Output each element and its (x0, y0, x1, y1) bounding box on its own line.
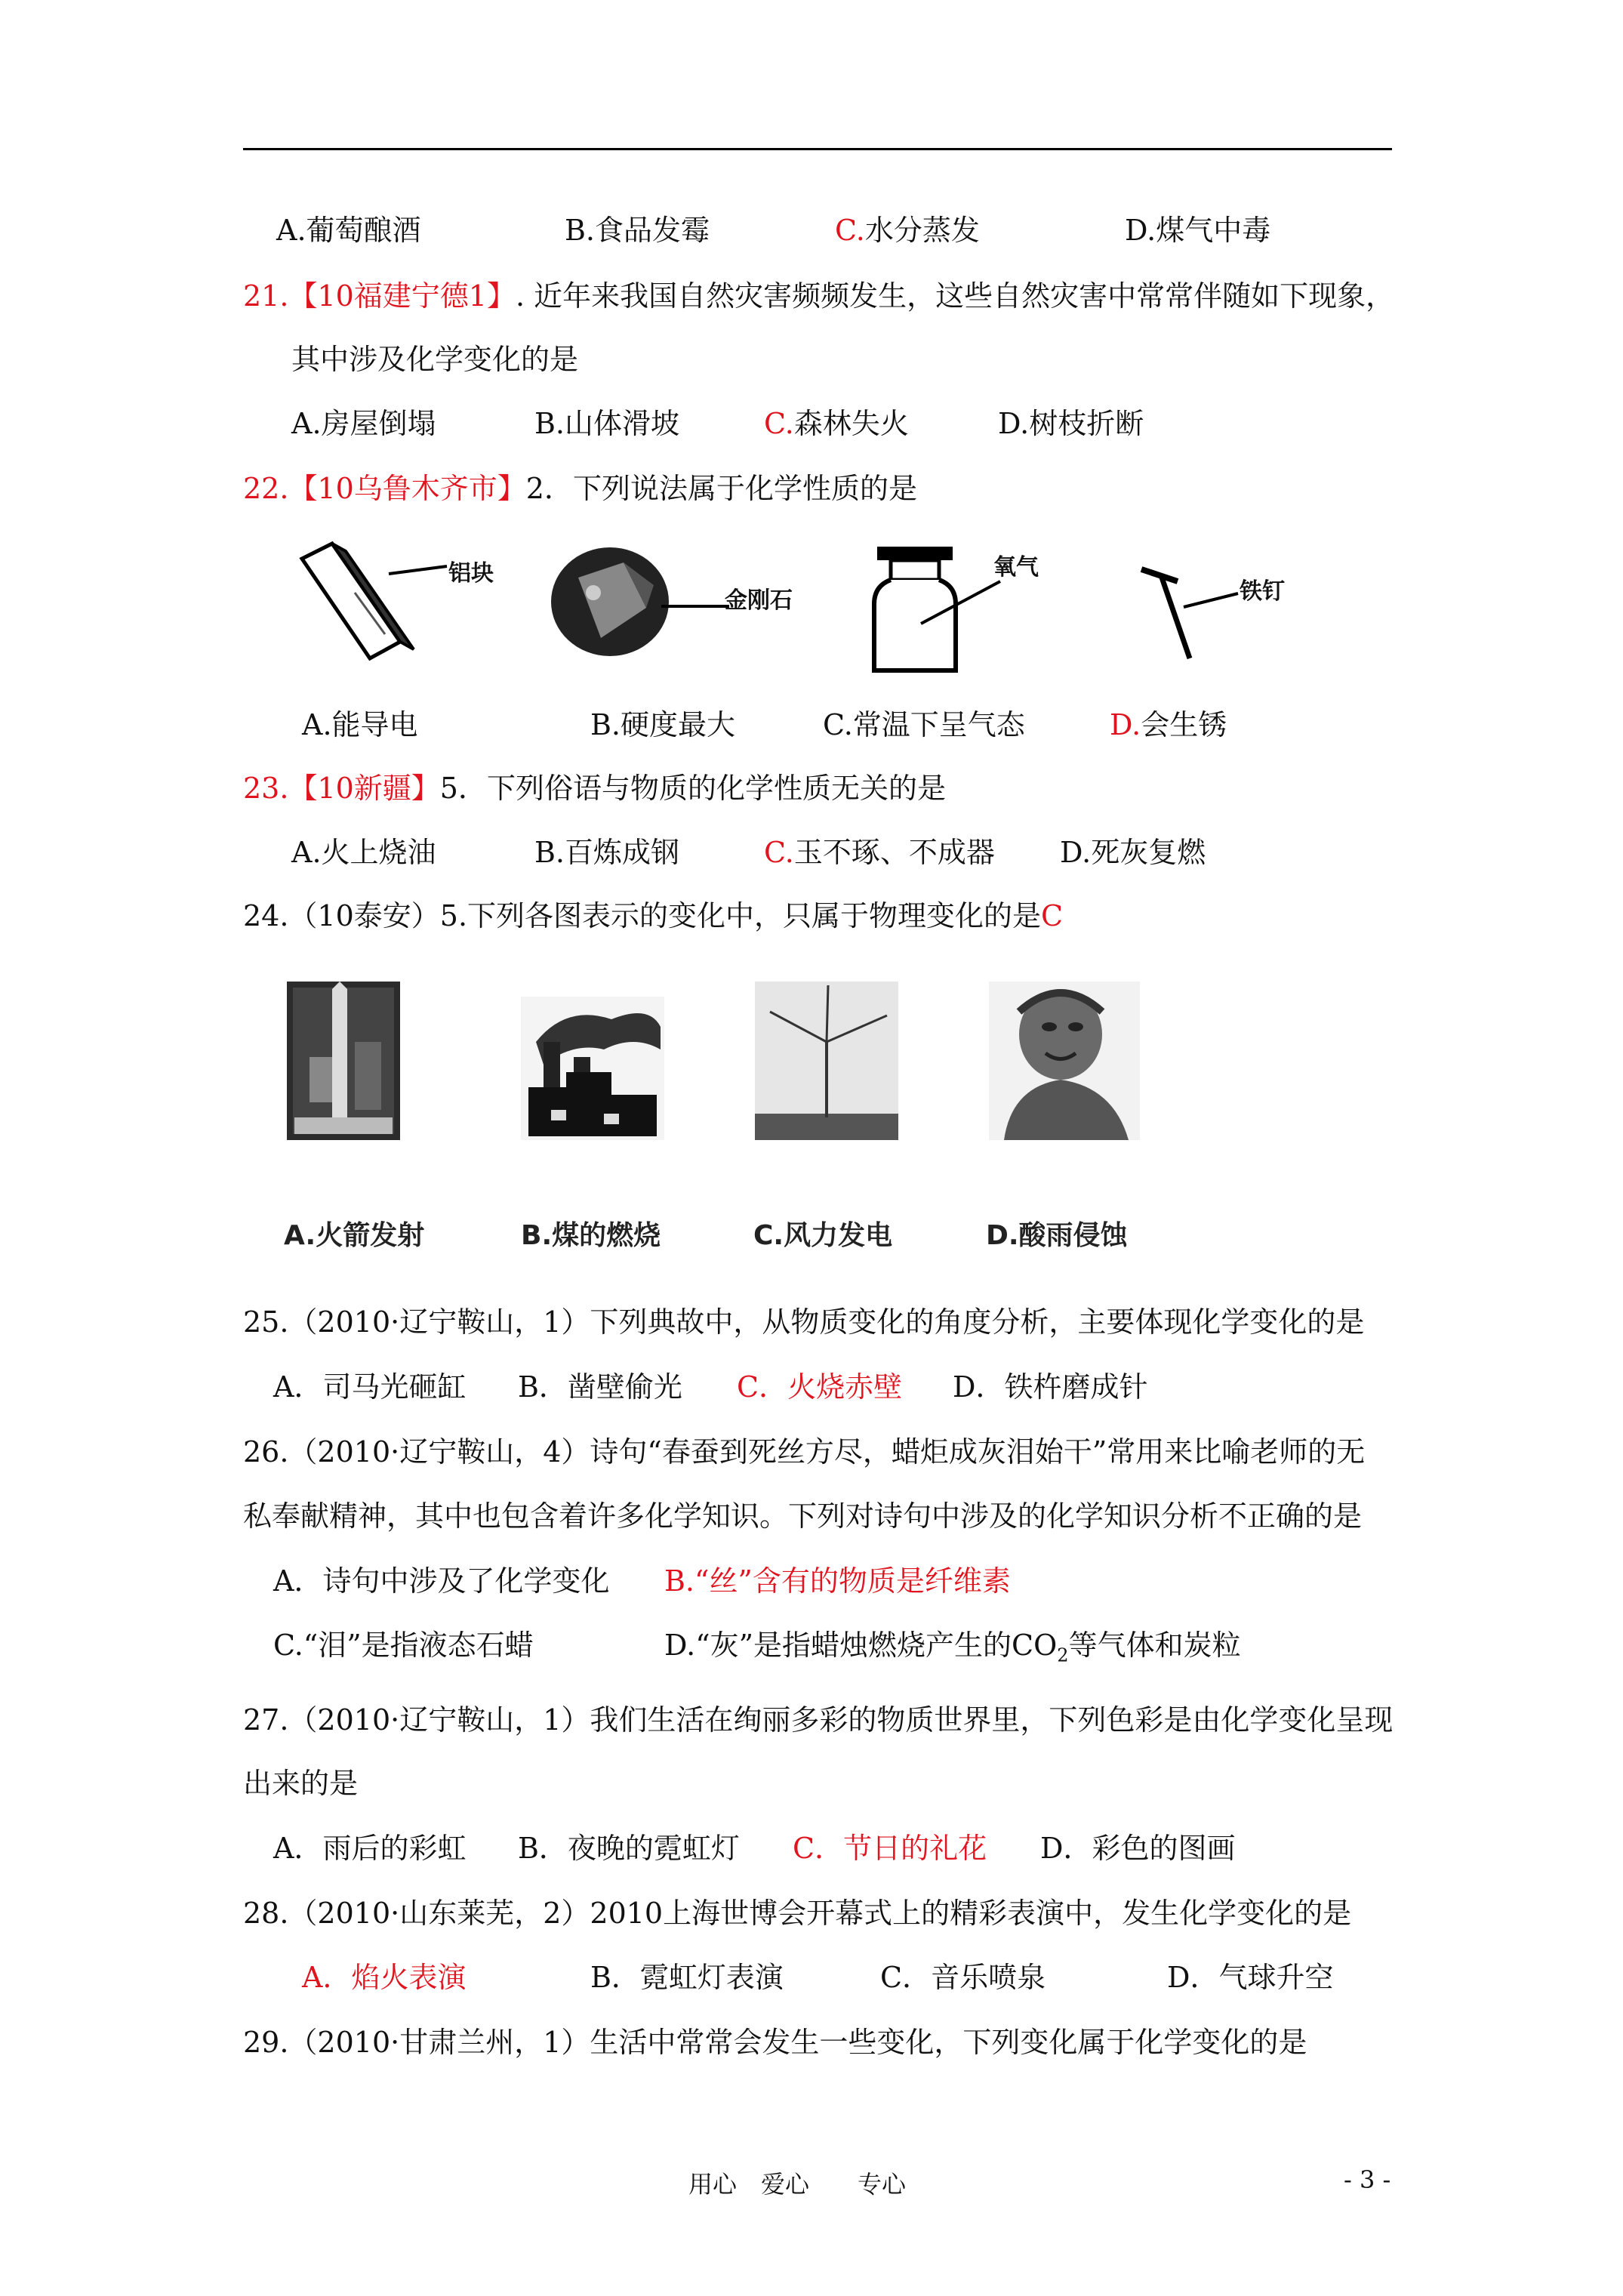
wind-power-photo (755, 982, 898, 1140)
q26-option-a: A．诗句中涉及了化学变化 (273, 1564, 610, 1598)
label-aluminum-block: 铝块 (448, 560, 494, 587)
q20-option-c-letter: C. (835, 214, 865, 247)
q25-stem: 25.（2010·辽宁鞍山，1）下列典故中，从物质变化的角度分析，主要体现化学变化的是 (243, 1305, 1365, 1339)
rocket-launch-photo (287, 982, 400, 1140)
q23-option-b: B.百炼成钢 (534, 836, 680, 869)
q21-source: 【10福建宁德1】 (288, 279, 516, 313)
q25-option-c: C．火烧赤壁 (737, 1370, 903, 1404)
q22-option-b: B.硬度最大 (590, 708, 736, 741)
label-oxygen: 氧气 (993, 554, 1039, 581)
q21-option-d: D.树枝折断 (998, 407, 1144, 440)
q22-option-d-text: 会生锈 (1141, 708, 1227, 741)
q20-option-b: B.食品发霉 (565, 214, 710, 247)
q23-text: 5．下列俗语与物质的化学性质无关的是 (439, 772, 946, 805)
q23-option-c (764, 835, 995, 870)
header-rule (243, 148, 1392, 150)
q26-option-c: C.“泪”是指液态石蜡 (273, 1629, 534, 1662)
q20-option-d: D.煤气中毒 (1125, 214, 1271, 247)
q20-option-c-text: 水分蒸发 (864, 214, 980, 247)
q25-option-a: A．司马光砸缸 (273, 1370, 467, 1404)
q27-stem: 27.（2010·辽宁鞍山，1）我们生活在绚丽多彩的物质世界里，下列色彩是由化学变化呈现 (243, 1703, 1394, 1737)
q22-option-d-letter: D. (1110, 708, 1141, 741)
q23-option-c-text: 玉不琢、不成器 (793, 836, 995, 869)
q26-option-b: B.“丝”含有的物质是纤维素 (664, 1564, 1011, 1598)
q21-option-b: B.山体滑坡 (534, 407, 680, 440)
q26-option-d-pre: D.“灰”是指蜡烛燃烧产生的CO (664, 1629, 1058, 1662)
q23-source: 【10新疆】 (288, 772, 440, 805)
caption-rocket-launch: A.火箭发射 (284, 1220, 425, 1251)
q26-option-d (664, 1628, 1241, 1673)
q25-option-b: B．凿壁偷光 (518, 1370, 682, 1404)
q21-option-a: A.房屋倒塌 (291, 407, 436, 440)
caption-wind-power: C.风力发电 (753, 1220, 893, 1251)
label-diamond: 金刚石 (725, 587, 793, 614)
q28-option-c: C．音乐喷泉 (880, 1961, 1046, 1994)
q26-option-d-sub: 2 (1057, 1644, 1069, 1666)
q21-number: 21. (243, 279, 289, 313)
label-iron-nail: 铁钉 (1240, 578, 1285, 605)
q27-option-d: D．彩色的图画 (1040, 1832, 1236, 1865)
q27-option-c: C．节日的礼花 (793, 1832, 987, 1865)
q21-stem-cont: 其中涉及化学变化的是 (291, 343, 579, 376)
q22-source: 【10乌鲁木齐市】 (288, 472, 526, 505)
q21-text: . 近年来我国自然灾害频频发生，这些自然灾害中常常伴随如下现象， (515, 279, 1395, 313)
q24-answer: C (1041, 899, 1064, 932)
q27-stem-cont: 出来的是 (243, 1767, 359, 1800)
q22-number: 22. (243, 472, 289, 505)
q23-number: 23. (243, 772, 289, 805)
page-number: - 3 - (1344, 2165, 1391, 2194)
q23-option-c-letter: C. (764, 836, 794, 869)
q22-text: 2．下列说法属于化学性质的是 (525, 472, 917, 505)
q26-option-d-post: 等气体和炭粒 (1068, 1629, 1241, 1662)
q27-option-a: A．雨后的彩虹 (273, 1832, 467, 1865)
q28-option-a: A．焰火表演 (302, 1961, 467, 1994)
q22-option-c: C.常温下呈气态 (823, 708, 1025, 741)
q28-option-b: B．霓虹灯表演 (590, 1961, 784, 1994)
footer-motto: 用心 爱心 专心 (688, 2170, 907, 2199)
q24-stem (243, 898, 1063, 933)
caption-acid-rain: D.酸雨侵蚀 (986, 1220, 1128, 1251)
q20-option-c (835, 213, 980, 248)
diamond-figure (548, 540, 752, 668)
q21-option-c (764, 406, 909, 441)
q20-option-a: A.葡萄酿酒 (276, 214, 421, 247)
coal-burning-photo (521, 997, 664, 1140)
q21-option-c-text: 森林失火 (793, 407, 909, 440)
q23-option-d: D.死灰复燃 (1060, 836, 1206, 869)
q21-stem (243, 279, 1394, 313)
q25-option-d: D．铁杵磨成针 (953, 1370, 1148, 1404)
q26-stem: 26.（2010·辽宁鞍山，4）诗句“春蚕到死丝方尽，蜡炬成灰泪始干”常用来比喻老师的无 (243, 1435, 1366, 1469)
q22-option-d (1110, 707, 1227, 742)
acid-rain-statue-photo (989, 982, 1140, 1140)
q28-option-d: D．气球升空 (1167, 1961, 1334, 1994)
q24-text: 24.（10泰安）5.下列各图表示的变化中，只属于物理变化的是 (243, 899, 1042, 932)
q22-option-a: A.能导电 (302, 708, 418, 741)
q26-stem-cont: 私奉献精神，其中也包含着许多化学知识。下列对诗句中涉及的化学知识分析不正确的是 (243, 1499, 1363, 1533)
q22-stem (243, 471, 917, 506)
q28-stem: 28.（2010·山东莱芜，2）2010上海世博会开幕式上的精彩表演中，发生化学变化的是 (243, 1897, 1352, 1930)
q23-stem (243, 771, 946, 806)
aluminum-block-figure (287, 529, 483, 664)
q29-stem: 29.（2010·甘肃兰州，1）生活中常常会发生一些变化，下列变化属于化学变化的是 (243, 2026, 1307, 2059)
caption-coal-burning: B.煤的燃烧 (521, 1220, 661, 1251)
q27-option-b: B．夜晚的霓虹灯 (518, 1832, 740, 1865)
q23-option-a: A.火上烧油 (291, 836, 436, 869)
q21-option-c-letter: C. (764, 407, 794, 440)
